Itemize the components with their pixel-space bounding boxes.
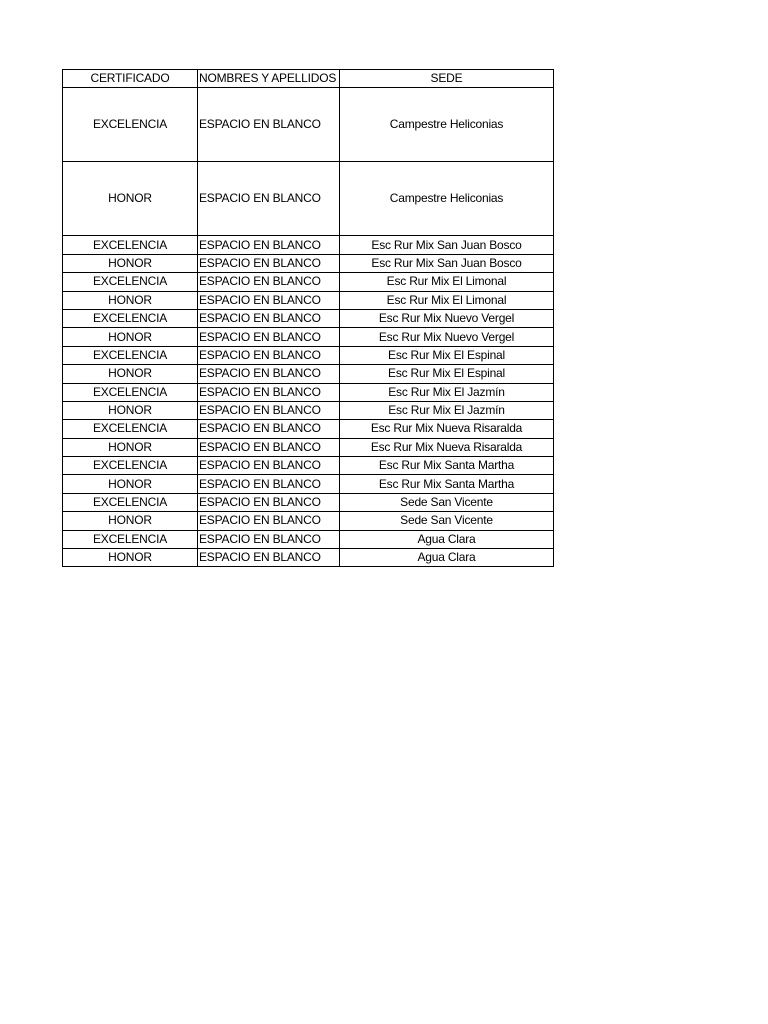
- cell-certificado: HONOR: [63, 162, 198, 236]
- cell-certificado: EXCELENCIA: [63, 309, 198, 327]
- table-row: [63, 383, 554, 401]
- table-row: [63, 162, 554, 236]
- cell-nombre: ESPACIO EN BLANCO: [198, 328, 340, 346]
- cell-sede: Campestre Heliconias: [340, 162, 554, 236]
- table-row: [63, 346, 554, 364]
- cell-sede: Esc Rur Mix El Jazmín: [340, 383, 554, 401]
- table-row: [63, 549, 554, 567]
- cell-sede: Sede San Vicente: [340, 512, 554, 530]
- cell-certificado: HONOR: [63, 291, 198, 309]
- cell-certificado: EXCELENCIA: [63, 346, 198, 364]
- table-row: [63, 401, 554, 419]
- cell-certificado: HONOR: [63, 254, 198, 272]
- cell-nombre: ESPACIO EN BLANCO: [198, 309, 340, 327]
- cell-nombre: ESPACIO EN BLANCO: [198, 383, 340, 401]
- cell-certificado: HONOR: [63, 365, 198, 383]
- cell-certificado: HONOR: [63, 438, 198, 456]
- table-row: [63, 420, 554, 438]
- cell-certificado: EXCELENCIA: [63, 236, 198, 254]
- cell-nombre: ESPACIO EN BLANCO: [198, 512, 340, 530]
- cell-certificado: EXCELENCIA: [63, 493, 198, 511]
- cell-nombre: ESPACIO EN BLANCO: [198, 549, 340, 567]
- table-row: [63, 512, 554, 530]
- cell-nombre: ESPACIO EN BLANCO: [198, 530, 340, 548]
- header-certificado: CERTIFICADO: [63, 70, 198, 88]
- cell-certificado: HONOR: [63, 328, 198, 346]
- cell-sede: Esc Rur Mix Nueva Risaralda: [340, 420, 554, 438]
- cell-nombre: ESPACIO EN BLANCO: [198, 346, 340, 364]
- cell-nombre: ESPACIO EN BLANCO: [198, 401, 340, 419]
- cell-nombre: ESPACIO EN BLANCO: [198, 457, 340, 475]
- table-row: [63, 493, 554, 511]
- cell-sede: Esc Rur Mix El Limonal: [340, 291, 554, 309]
- cell-nombre: ESPACIO EN BLANCO: [198, 236, 340, 254]
- cell-certificado: EXCELENCIA: [63, 457, 198, 475]
- cell-nombre: ESPACIO EN BLANCO: [198, 273, 340, 291]
- table-row: [63, 236, 554, 254]
- cell-sede: Agua Clara: [340, 530, 554, 548]
- cell-sede: Esc Rur Mix El Espinal: [340, 365, 554, 383]
- cell-certificado: HONOR: [63, 512, 198, 530]
- header-row: [63, 70, 554, 88]
- cell-nombre: ESPACIO EN BLANCO: [198, 254, 340, 272]
- cell-certificado: HONOR: [63, 475, 198, 493]
- cell-certificado: EXCELENCIA: [63, 88, 198, 162]
- cell-sede: Esc Rur Mix Nuevo Vergel: [340, 328, 554, 346]
- cell-certificado: EXCELENCIA: [63, 420, 198, 438]
- cell-certificado: HONOR: [63, 401, 198, 419]
- cell-sede: Campestre Heliconias: [340, 88, 554, 162]
- table-row: [63, 530, 554, 548]
- cell-nombre: ESPACIO EN BLANCO: [198, 493, 340, 511]
- cell-sede: Esc Rur Mix El Espinal: [340, 346, 554, 364]
- cell-sede: Esc Rur Mix Santa Martha: [340, 457, 554, 475]
- cell-nombre: ESPACIO EN BLANCO: [198, 365, 340, 383]
- cell-sede: Esc Rur Mix Nuevo Vergel: [340, 309, 554, 327]
- table-row: [63, 88, 554, 162]
- table-row: [63, 365, 554, 383]
- cell-certificado: EXCELENCIA: [63, 530, 198, 548]
- cell-certificado: EXCELENCIA: [63, 383, 198, 401]
- header-sede: SEDE: [340, 70, 554, 88]
- cell-sede: Esc Rur Mix Nueva Risaralda: [340, 438, 554, 456]
- table-row: [63, 328, 554, 346]
- table-row: [63, 438, 554, 456]
- cell-sede: Esc Rur Mix El Limonal: [340, 273, 554, 291]
- cell-sede: Agua Clara: [340, 549, 554, 567]
- cell-sede: Sede San Vicente: [340, 493, 554, 511]
- header-nombres-apellidos: NOMBRES Y APELLIDOS: [198, 70, 340, 88]
- table-row: [63, 457, 554, 475]
- table-row: [63, 309, 554, 327]
- table-body: [63, 88, 554, 567]
- cell-sede: Esc Rur Mix San Juan Bosco: [340, 254, 554, 272]
- table-row: [63, 291, 554, 309]
- cell-nombre: ESPACIO EN BLANCO: [198, 291, 340, 309]
- cell-sede: Esc Rur Mix Santa Martha: [340, 475, 554, 493]
- cell-sede: Esc Rur Mix El Jazmín: [340, 401, 554, 419]
- cell-nombre: ESPACIO EN BLANCO: [198, 475, 340, 493]
- table-row: [63, 254, 554, 272]
- cell-certificado: EXCELENCIA: [63, 273, 198, 291]
- certificates-table: [62, 69, 554, 567]
- cell-nombre: ESPACIO EN BLANCO: [198, 88, 340, 162]
- cell-sede: Esc Rur Mix San Juan Bosco: [340, 236, 554, 254]
- cell-nombre: ESPACIO EN BLANCO: [198, 438, 340, 456]
- cell-certificado: HONOR: [63, 549, 198, 567]
- table-row: [63, 475, 554, 493]
- cell-nombre: ESPACIO EN BLANCO: [198, 162, 340, 236]
- cell-nombre: ESPACIO EN BLANCO: [198, 420, 340, 438]
- table-row: [63, 273, 554, 291]
